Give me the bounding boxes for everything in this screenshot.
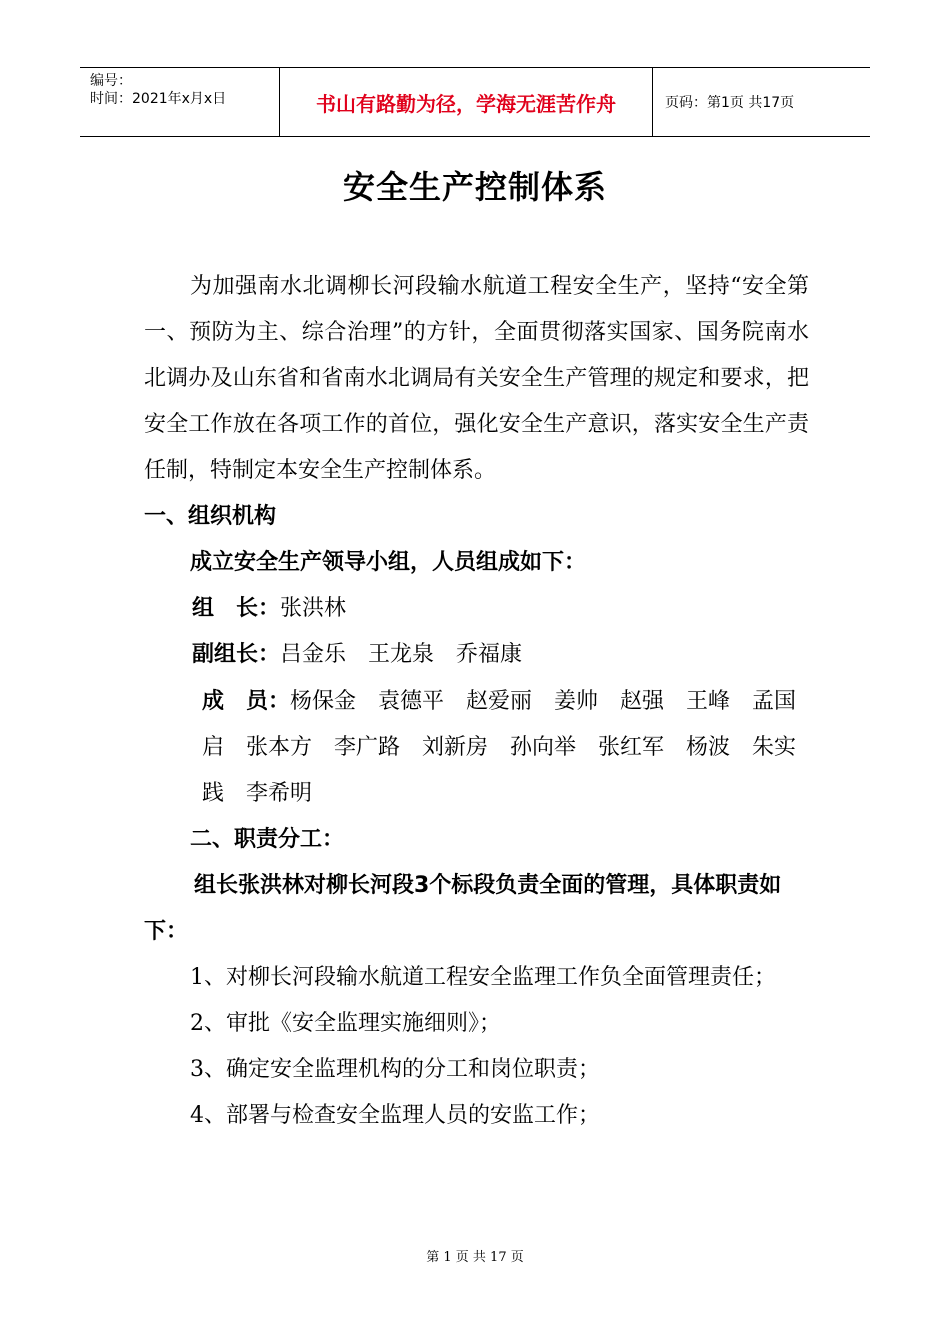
document-header: [80, 67, 870, 137]
section-subheading: 成立安全生产领导小组，人员组成如下：: [190, 550, 587, 575]
motto: 书山有路勤为径，学海无涯苦作舟: [316, 91, 616, 116]
header-motto-cell: [280, 68, 653, 136]
deputy-names: 吕金乐 王龙泉 乔福康: [280, 642, 523, 667]
header-page-cell: [653, 68, 870, 136]
document-title: 安全生产控制体系: [342, 168, 607, 206]
deputy-label: 副组长：: [192, 642, 281, 667]
deputy-row: [144, 632, 809, 678]
date-label: 时间：2021年x月x日: [90, 91, 227, 107]
duties-lead: 组长张洪林对柳长河段3个标段负责全面的管理，具体职责如下：: [144, 873, 782, 944]
number-label: 编号：: [90, 73, 132, 89]
duty-item: 1、对柳长河段输水航道工程安全监理工作负全面管理责任；: [190, 965, 776, 990]
intro-paragraph: 为加强南水北调柳长河段输水航道工程安全生产，坚持“安全第一、预防为主、综合治理”的方针，全面贯彻落实国家、国务院南水北调办及山东省和省南水北调局有关安全生产管理的规定和要求，把安全工作放在各项工作的首位，强化安全生产意识，落实安全生产责任制，特制定本安全生产控制体系。: [144, 274, 809, 483]
leader-label: 组 长：: [192, 596, 281, 621]
document-body: [144, 264, 809, 1139]
leader-name: 张洪林: [280, 596, 347, 621]
header-meta: [80, 68, 280, 136]
page-info: 页码：第1页 共17页: [665, 95, 795, 111]
duty-item: 2、审批《安全监理实施细则》；: [190, 1011, 501, 1036]
section-heading-duties: 二、职责分工：: [190, 827, 345, 852]
members-names: 杨保金 袁德平 赵爱丽 姜帅 赵强 王峰 孟国启 张本方 李广路 刘新房 孙向举 张红军 杨波 朱实践 李希明: [202, 689, 797, 806]
page-footer: 第 1 页 共 17 页: [426, 1250, 524, 1265]
duty-item: 3、确定安全监理机构的分工和岗位职责；: [190, 1057, 600, 1082]
members-row: [144, 678, 809, 817]
members-label: 成 员：: [202, 688, 291, 714]
section-heading-organization: 一、组织机构: [144, 504, 277, 529]
leader-row: [144, 586, 809, 632]
duty-item: 4、部署与检查安全监理人员的安监工作；: [190, 1103, 600, 1128]
